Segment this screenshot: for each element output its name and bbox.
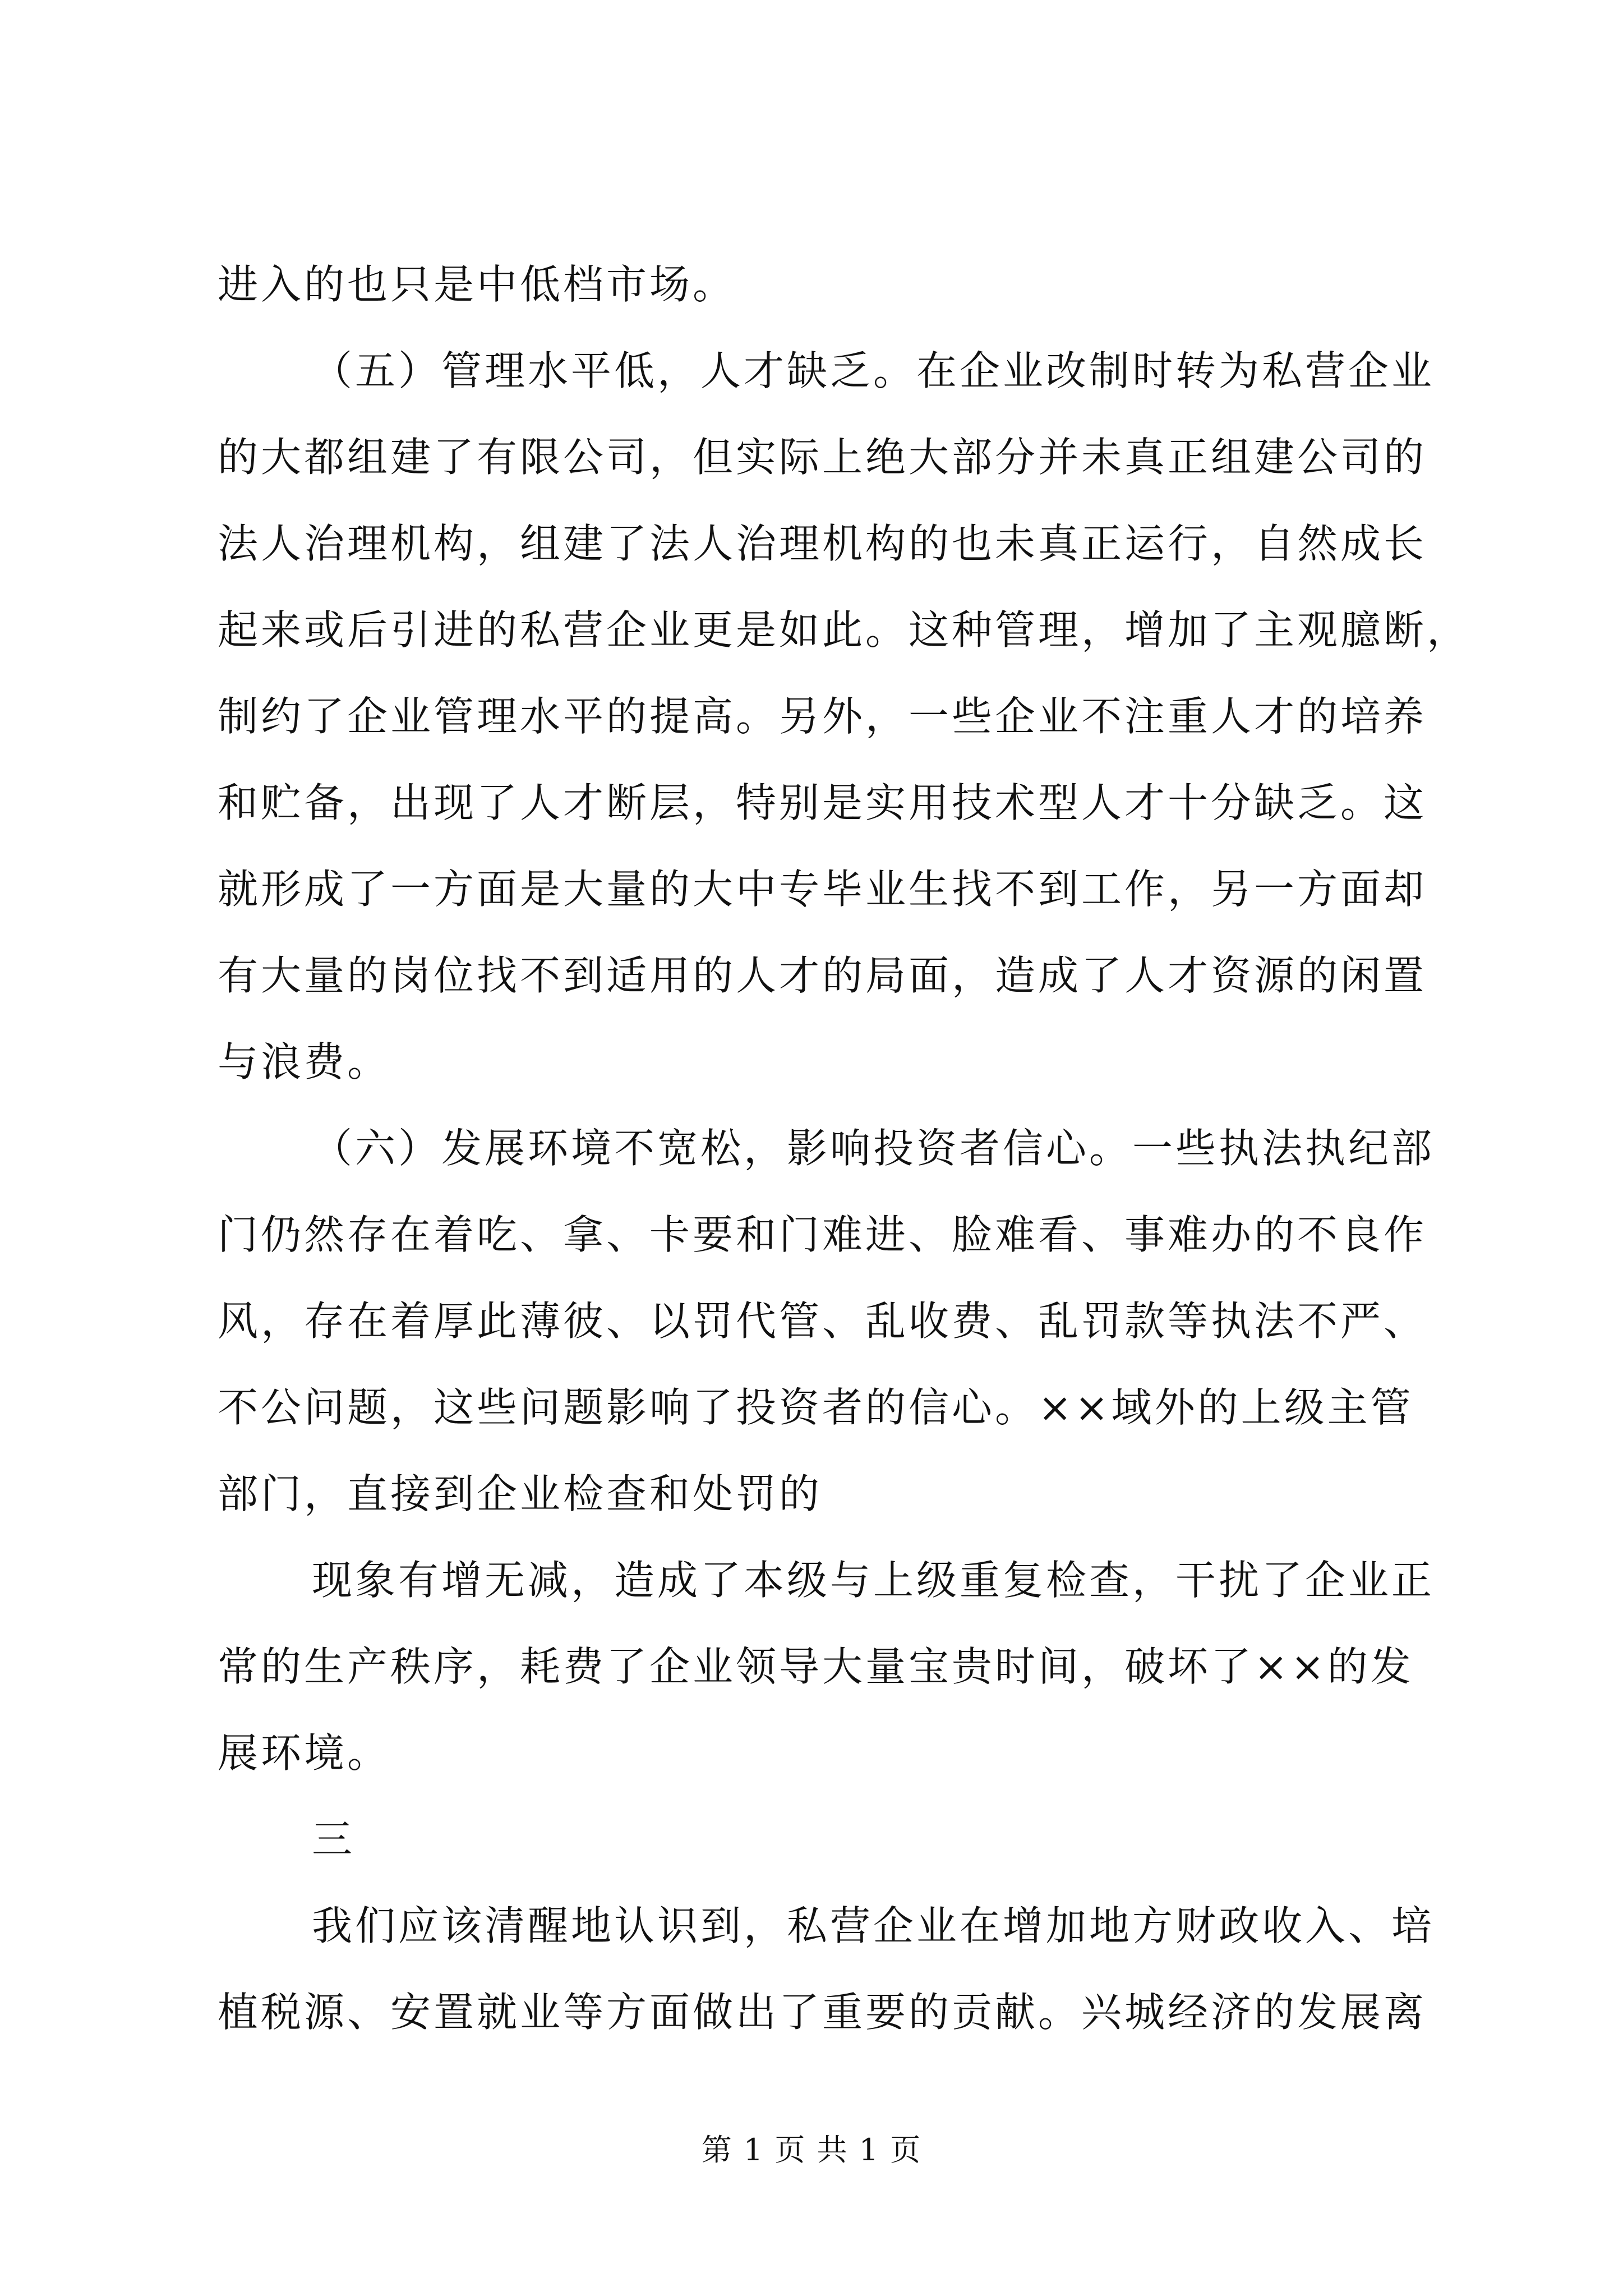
text-line: （五）管理水平低，人才缺乏。在企业改制时转为私营企业 [312,347,1435,394]
text-line: （六）发展环境不宽松，影响投资者信心。一些执法执纪部 [312,1125,1435,1172]
text-line: 部门，直接到企业检查和处罚的 [218,1470,823,1517]
document-body [218,241,1470,2055]
text-line: 风，存在着厚此薄彼、以罚代管、乱收费、乱罚款等执法不严、 [218,1297,1427,1345]
text-line: 我们应该清醒地认识到，私营企业在增加地方财政收入、培 [312,1902,1435,1949]
text-line: 现象有增无减，造成了本级与上级重复检查，干扰了企业正 [312,1557,1435,1604]
text-line: 制约了企业管理水平的提高。另外，一些企业不注重人才的培养 [218,693,1427,740]
text-line: 和贮备，出现了人才断层，特别是实用技术型人才十分缺乏。这 [218,779,1427,826]
text-line: 有大量的岗位找不到适用的人才的局面，造成了人才资源的闲置 [218,952,1427,999]
text-line: 不公问题，这些问题影响了投资者的信心。××域外的上级主管 [218,1384,1414,1431]
text-line: 植税源、安置就业等方面做出了重要的贡献。兴城经济的发展离 [218,1989,1427,2036]
text-line: 就形成了一方面是大量的大中专毕业生找不到工作，另一方面却 [218,866,1427,913]
text-line: 门仍然存在着吃、拿、卡要和门难进、脸难看、事难办的不良作 [218,1211,1427,1258]
text-line: 的大都组建了有限公司，但实际上绝大部分并未真正组建公司的 [218,434,1427,481]
text-line: 进入的也只是中低档市场。 [218,261,736,308]
text-line: 起来或后引进的私营企业更是如此。这种管理，增加了主观臆断， [218,606,1470,654]
page-footer: 第 1 页 共 1 页 [701,2132,922,2168]
text-line: 法人治理机构，组建了法人治理机构的也未真正运行，自然成长 [218,520,1427,567]
section-heading: 三 [312,1816,356,1863]
text-line: 常的生产秩序，耗费了企业领导大量宝贵时间，破坏了××的发 [218,1643,1414,1690]
text-line: 展环境。 [218,1729,391,1777]
text-line: 与浪费。 [218,1038,391,1085]
